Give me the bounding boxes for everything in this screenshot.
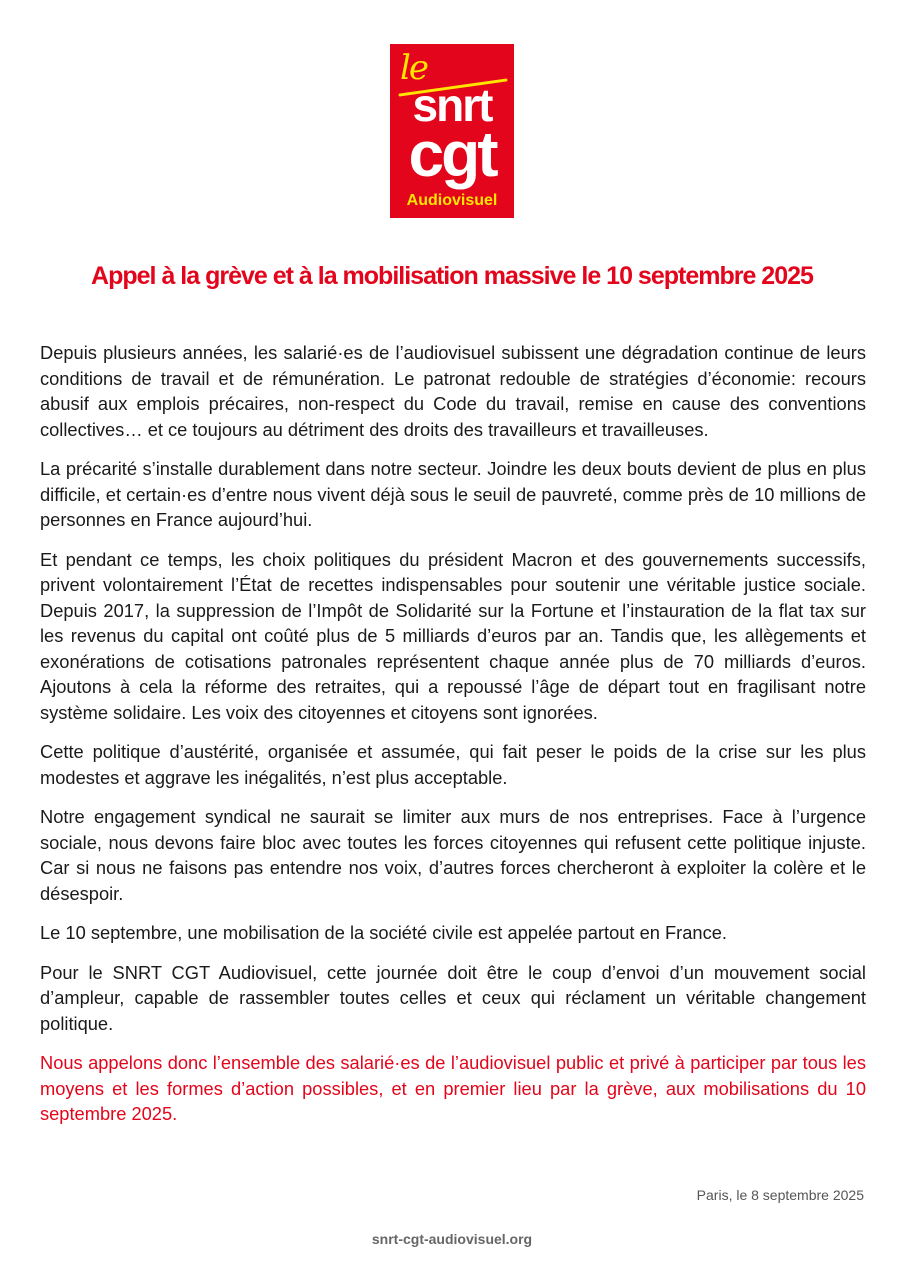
- paragraph: La précarité s’installe durablement dans notre secteur. Joindre les deux bouts devient de plus en plus difficile, et certain·es d’entre nous vivent déjà sous le seuil de pauvreté, comme près de 10 millions de personnes en France aujourd’hui.: [40, 458, 866, 530]
- snrt-cgt-logo: [390, 44, 514, 218]
- paragraph: Cette politique d’austérité, organisée et assumée, qui fait peser le poids de la crise sur les plus modestes et aggrave les inégalités, n’est plus acceptable.: [40, 741, 866, 788]
- paragraph: Depuis plusieurs années, les salarié·es de l’audiovisuel subissent une dégradation continue de leurs conditions de travail et de rémunération. Le patronat redouble de stratégies d’économie: recours abusif aux emplois précaires, non-respect du Code du travail, remise en cause des conventions collectives… et ce toujours au détriment des droits des travailleurs et travailleuses.: [40, 342, 866, 440]
- paragraph: Le 10 septembre, une mobilisation de la société civile est appelée partout en France.: [40, 922, 727, 943]
- logo-cgt-text: cgt: [408, 118, 496, 190]
- document-body: [40, 340, 866, 1141]
- call-to-action-paragraph: Nous appelons donc l’ensemble des salarié·es de l’audiovisuel public et privé à participer par tous les moyens et les formes d’action possibles, et en premier lieu par la grève, aux mobilisations du 10 septembre 2025.: [40, 1052, 866, 1124]
- paragraph: Et pendant ce temps, les choix politiques du président Macron et des gouvernements successifs, privent volontairement l’État de recettes indispensables pour soutenir une véritable justice sociale. Depuis 2017, la suppression de l’Impôt de Solidarité sur la Fortune et l’instauration de la flat tax sur les revenus du capital ont coûté plus de 5 milliards d’euros par an. Tandis que, les allègements et exonérations de cotisations patronales représentent chaque année plus de 70 milliards d’euros. Ajoutons à cela la réforme des retraites, qui a repoussé l’âge de départ tout en fragilisant notre système solidaire. Les voix des citoyennes et citoyens sont ignorées.: [40, 548, 866, 723]
- logo-audiovisuel-text: Audiovisuel: [406, 192, 498, 209]
- paragraph: Notre engagement syndical ne saurait se limiter aux murs de nos entreprises. Face à l’urgence sociale, nous devons faire bloc avec toutes les forces citoyennes qui refusent cette politique injuste. Car si nous ne faisons pas entendre nos voix, d’autres forces chercheront à exploiter la colère et le désespoir.: [40, 806, 866, 904]
- logo-le-text: le: [400, 48, 427, 88]
- website-link[interactable]: snrt-cgt-audiovisuel.org: [371, 1231, 533, 1247]
- signature-date: Paris, le 8 septembre 2025: [696, 1187, 864, 1203]
- logo-snrt-text: snrt: [412, 79, 492, 131]
- paragraph: Pour le SNRT CGT Audiovisuel, cette journée doit être le coup d’envoi d’un mouvement social d’ampleur, capable de rassembler toutes celles et ceux qui réclament un véritable changement politique.: [40, 961, 866, 1034]
- page-title: Appel à la grève et à la mobilisation massive le 10 septembre 2025: [91, 262, 813, 290]
